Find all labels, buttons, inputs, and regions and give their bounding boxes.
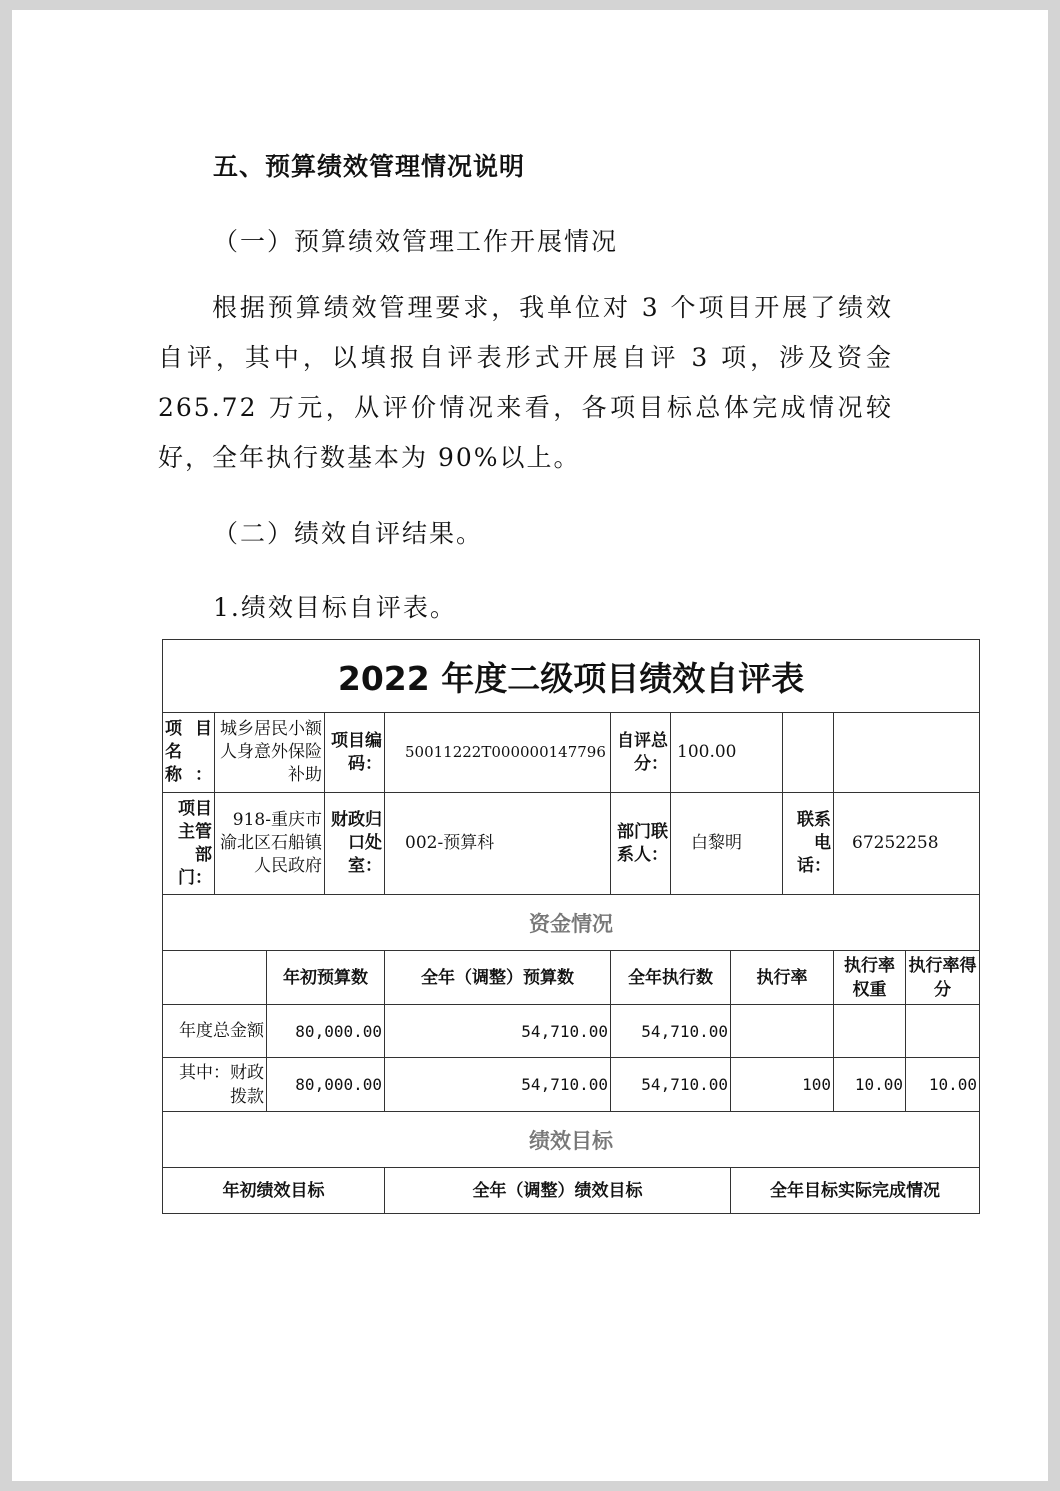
col-rate-score: 执行率得分 (906, 951, 980, 1005)
cell-executed: 54,710.00 (611, 1005, 731, 1058)
cell-executed: 54,710.00 (611, 1058, 731, 1112)
body-paragraph: 根据预算绩效管理要求，我单位对 3 个项目开展了绩效自评，其中，以填报自评表形式开展自评 3 项，涉及资金 265.72 万元，从评价情况来看，各项目标总体完成情况较好，全年执行数基本为 90%以上。 (158, 293, 893, 472)
cell-score: 10.00 (906, 1058, 980, 1112)
phone-value: 67252258 (834, 793, 980, 895)
project-name-value: 城乡居民小额人身意外保险补助 (215, 713, 325, 793)
row-label-total: 年度总金额 (163, 1005, 267, 1058)
contact-label: 部门联系人： (611, 793, 671, 895)
cell-weight (834, 1005, 906, 1058)
table-row (163, 1058, 980, 1112)
dept-value: 918-重庆市渝北区石船镇人民政府 (215, 793, 325, 895)
cell-adjusted: 54,710.00 (385, 1005, 611, 1058)
funds-section-header: 资金情况 (163, 895, 980, 951)
cell-weight: 10.00 (834, 1058, 906, 1112)
phone-label: 联系电话： (783, 793, 834, 895)
cell-score (906, 1005, 980, 1058)
table-row (163, 1005, 980, 1058)
perf-section-header: 绩效目标 (163, 1112, 980, 1168)
funds-detail-table (162, 950, 980, 1214)
col-rate-weight: 执行率权重 (834, 951, 906, 1005)
list-item-goal-table: 1.绩效目标自评表。 (213, 593, 457, 622)
col-adjusted-goal: 全年（调整）绩效目标 (385, 1168, 731, 1214)
col-actual-completion: 全年目标实际完成情况 (731, 1168, 980, 1214)
col-initial-budget: 年初预算数 (267, 951, 385, 1005)
cell-initial: 80,000.00 (267, 1005, 385, 1058)
empty-cell (783, 713, 834, 793)
contact-value: 白黎明 (671, 793, 783, 895)
empty-cell (834, 713, 980, 793)
col-exec-rate: 执行率 (731, 951, 834, 1005)
col-executed: 全年执行数 (611, 951, 731, 1005)
subheading-self-eval-results: （二）绩效自评结果。 (213, 519, 484, 548)
performance-eval-table (162, 639, 980, 951)
self-score-value: 100.00 (671, 713, 783, 793)
subheading-work-status: （一）预算绩效管理工作开展情况 (213, 227, 619, 256)
section-heading-five: 五、预算绩效管理情况说明 (213, 152, 526, 181)
project-code-value: 50011222T000000147796 (385, 713, 611, 793)
finance-office-value: 002-预算科 (385, 793, 611, 895)
project-name-label: 项目名称： (163, 713, 215, 793)
cell-rate: 100 (731, 1058, 834, 1112)
row-label-fiscal: 其中：财政拨款 (163, 1058, 267, 1112)
dept-label: 项目主管部门： (163, 793, 215, 895)
col-initial-goal: 年初绩效目标 (163, 1168, 385, 1214)
empty-cell (163, 951, 267, 1005)
cell-adjusted: 54,710.00 (385, 1058, 611, 1112)
finance-office-label: 财政归口处室： (325, 793, 385, 895)
cell-rate (731, 1005, 834, 1058)
project-code-label: 项目编码： (325, 713, 385, 793)
table-title: 2022 年度二级项目绩效自评表 (163, 640, 980, 713)
self-score-label: 自评总分： (611, 713, 671, 793)
col-adjusted-budget: 全年（调整）预算数 (385, 951, 611, 1005)
cell-initial: 80,000.00 (267, 1058, 385, 1112)
